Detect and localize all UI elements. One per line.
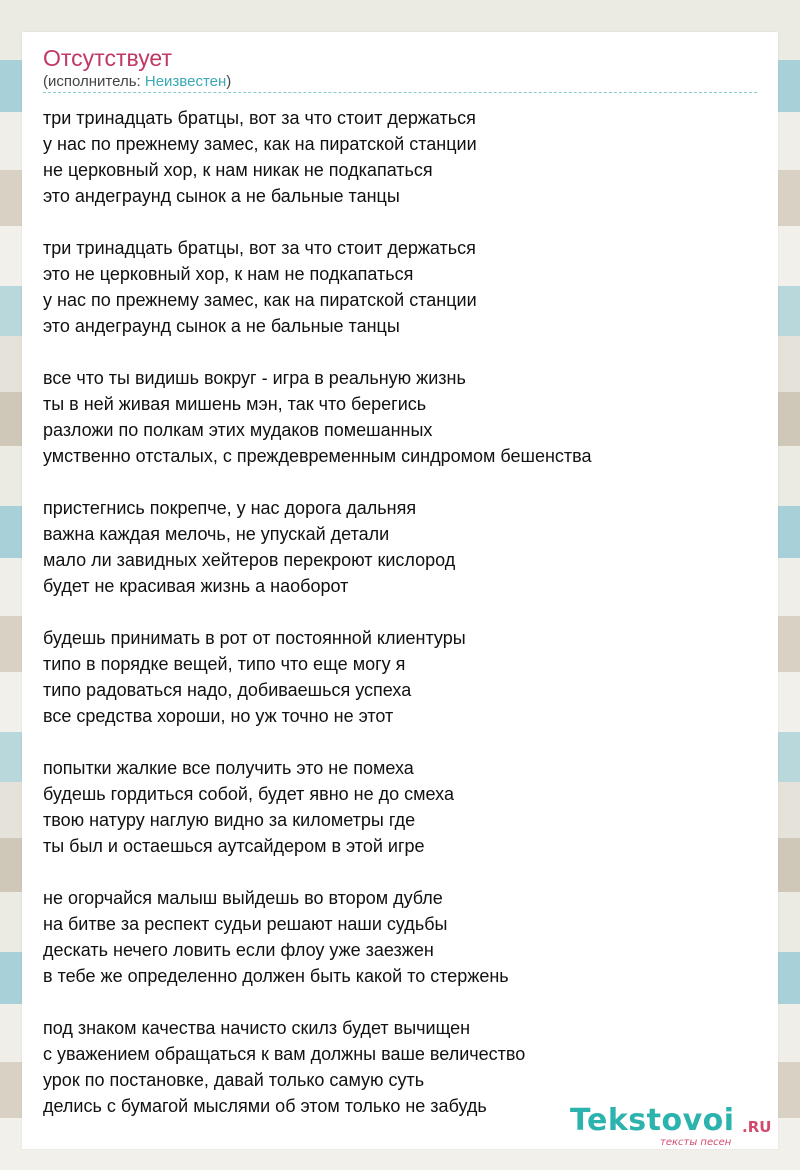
lyric-line: на битве за респект судьи решают наши судьбы [43,914,448,934]
lyric-line: важна каждая мелочь, не упускай детали [43,524,390,544]
title-divider [43,92,757,93]
lyric-line: ты был и остаешься аутсайдером в этой игре [43,836,425,856]
lyric-line: не огорчайся малыш выйдешь во втором дубле [43,888,443,908]
lyric-line: под знаком качества начисто скилз будет вычищен [43,1018,471,1038]
lyric-line: это андеграунд сынок а не бальные танцы [43,186,400,206]
artist-link[interactable]: Неизвестен [144,73,227,90]
artist-suffix: ) [226,73,232,90]
lyric-line: три тринадцать братцы, вот за что стоит держаться [43,108,476,128]
lyric-line: все средства хороши, но уж точно не этот [43,706,394,726]
lyric-line: будешь гордиться собой, будет явно не до смеха [43,784,454,804]
lyric-line: урок по постановке, давай только самую суть [43,1070,425,1090]
lyric-line: типо радоваться надо, добиваешься успеха [43,680,412,700]
artist-prefix: (исполнитель: [43,73,145,90]
lyric-line: ты в ней живая мишень мэн, так что берегись [43,394,427,414]
lyric-line: три тринадцать братцы, вот за что стоит держаться [43,238,476,258]
lyric-line: дескать нечего ловить если флоу уже заезжен [43,940,434,960]
lyric-line: это андеграунд сынок а не бальные танцы [43,316,400,336]
lyric-line: будешь принимать в рот от постоянной клиентуры [43,628,466,648]
artist-line [43,73,231,91]
song-title: Отсутствует [43,45,172,71]
lyric-line: умственно отсталых, с преждевременным синдромом бешенства [43,446,592,466]
lyric-line: пристегнись покрепче, у нас дорога дальняя [43,498,417,518]
lyric-line: не церковный хор, к нам никак не подкапаться [43,160,433,180]
stanza [43,495,763,599]
stanza [43,885,763,989]
lyric-line: у нас по прежнему замес, как на пиратской станции [43,134,477,154]
stanza [43,755,763,859]
stanza [43,625,763,729]
lyric-line: типо в порядке вещей, типо что еще могу я [43,654,406,674]
logo-wordmark: Tekstovoi [570,1103,735,1138]
stanza [43,235,763,339]
lyric-line: твою натуру наглую видно за километры где [43,810,416,830]
lyrics-card [22,32,778,1149]
lyric-line: у нас по прежнему замес, как на пиратской станции [43,290,477,310]
lyric-line: разложи по полкам этих мудаков помешанных [43,420,433,440]
stanza [43,365,763,469]
lyric-line: с уважением обращаться к вам должны ваше величество [43,1044,526,1064]
lyric-line: попытки жалкие все получить это не помеха [43,758,414,778]
lyric-line: будет не красивая жизнь а наоборот [43,576,349,596]
logo-tagline: тексты песен [660,1137,732,1148]
logo-tld: .RU [742,1118,772,1136]
lyric-line: мало ли завидных хейтеров перекроют кислород [43,550,456,570]
lyric-line: все что ты видишь вокруг - игра в реальную жизнь [43,368,466,388]
lyric-line: делись с бумагой мыслями об этом только не забудь [43,1096,487,1116]
tekstovoi-logo[interactable] [570,1103,780,1153]
lyric-line: это не церковный хор, к нам не подкапаться [43,264,414,284]
lyric-line: в тебе же определенно должен быть какой то стержень [43,966,509,986]
lyrics-text [43,105,763,1145]
stanza [43,105,763,209]
